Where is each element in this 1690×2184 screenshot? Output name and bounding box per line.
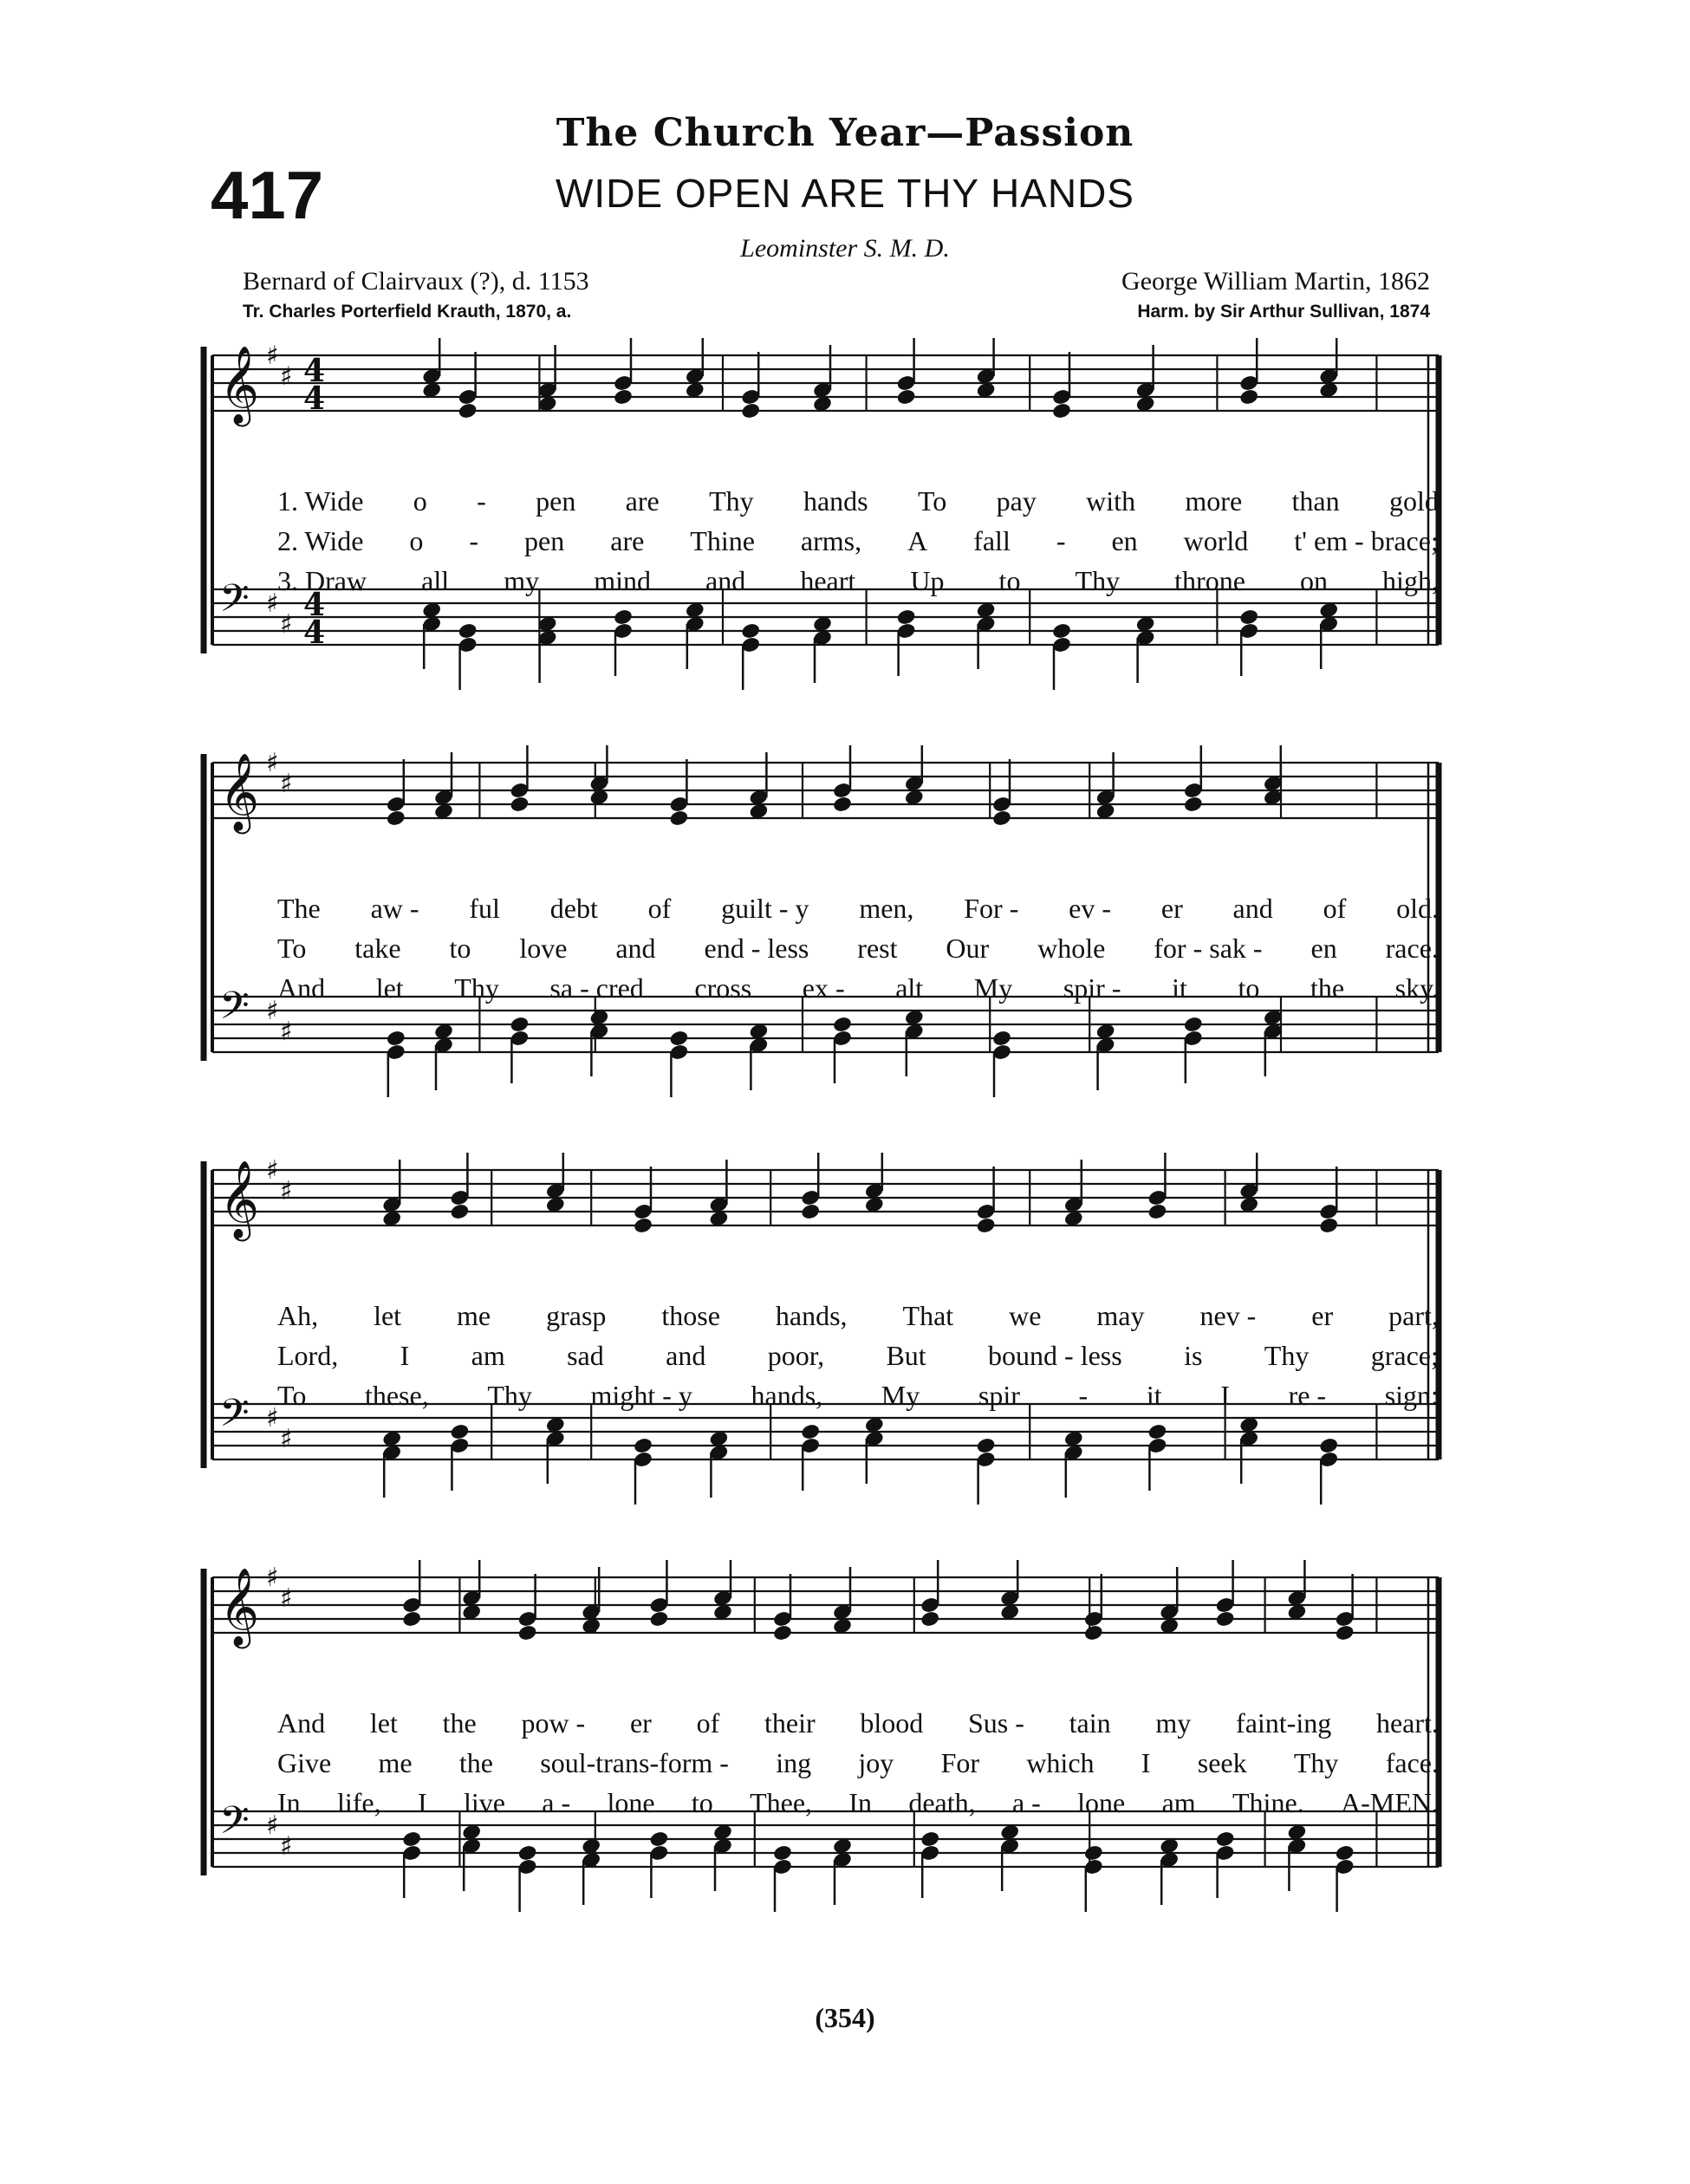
lyric-line-verse-1: [277, 485, 1439, 520]
lyric-syllable: gold: [1388, 485, 1439, 517]
lyric-syllable: sign:: [1384, 1380, 1439, 1411]
note-head: [740, 622, 761, 640]
lyric-syllable: we: [1009, 1300, 1042, 1331]
lyric-syllable: -: [469, 525, 479, 556]
lyric-line-verse-3: [277, 1380, 1439, 1414]
lyric-syllable: faint-ing: [1236, 1707, 1332, 1739]
music-system-2: [0, 745, 1690, 1109]
note-head: [920, 1610, 940, 1628]
lyric-syllable: pay: [996, 485, 1037, 517]
note-head: [976, 1217, 997, 1235]
lyric-syllable: Give: [277, 1747, 332, 1778]
lyric-syllable: er: [1311, 1300, 1334, 1331]
note-head: [1215, 1610, 1236, 1628]
note-head: [800, 1423, 821, 1441]
note-head: [1051, 622, 1072, 640]
note-head: [1051, 402, 1072, 420]
note-head: [633, 1217, 653, 1235]
lyric-syllable: world: [1183, 525, 1249, 556]
lyric-syllable: In: [277, 1787, 301, 1818]
music-system-1: [0, 338, 1690, 702]
note-head: [648, 1610, 669, 1628]
lyric-syllable: to: [998, 565, 1021, 596]
lyric-syllable: hands,: [775, 1300, 848, 1331]
page-number: (354): [815, 2002, 875, 2033]
lyric-syllable: guilt - y: [721, 893, 809, 924]
lyric-syllable: life,: [336, 1787, 381, 1818]
note-head: [648, 1830, 669, 1849]
lyric-syllable: and: [705, 565, 746, 596]
bass-clef-icon: 𝄢: [219, 1797, 250, 1852]
lyric-syllable: high,: [1382, 565, 1439, 596]
lyric-line-verse-2: [277, 525, 1439, 560]
lyric-line-verse-2: [277, 1340, 1439, 1375]
lyric-syllable: Thine.: [1232, 1787, 1304, 1818]
note-head: [1147, 1203, 1167, 1221]
lyric-syllable: and: [1232, 893, 1273, 924]
lyric-syllable: Thine: [690, 525, 755, 556]
lyric-syllable: are: [625, 485, 660, 517]
lyric-syllable: let: [374, 1300, 402, 1331]
note-head: [991, 809, 1012, 828]
lyric-syllable: Up: [910, 565, 945, 596]
time-signature-bottom: 4: [303, 380, 326, 417]
lyric-syllable: -: [1078, 1380, 1089, 1411]
note-head: [772, 1844, 793, 1862]
lyric-syllable: take: [354, 933, 401, 964]
note-head: [896, 388, 917, 406]
note-head: [1318, 1437, 1339, 1455]
lyric-syllable: In: [848, 1787, 873, 1818]
note-head: [386, 809, 406, 828]
lyric-syllable: t' em - brace;: [1294, 525, 1439, 556]
treble-staff: [212, 745, 1439, 835]
lyric-syllable: o: [409, 525, 424, 556]
lyric-syllable: Thy: [1264, 1340, 1310, 1371]
note-head: [517, 1624, 538, 1642]
lyric-syllable: more: [1185, 485, 1243, 517]
lyric-syllable: ex -: [802, 972, 845, 1004]
hymn-number: 417: [211, 157, 324, 233]
lyric-syllable: My: [881, 1380, 920, 1411]
lyric-syllable: with: [1086, 485, 1136, 517]
lyric-syllable: and: [666, 1340, 706, 1371]
lyric-syllable: My: [973, 972, 1013, 1004]
treble-clef-icon: 𝄞: [219, 753, 260, 831]
lyric-syllable: the: [1310, 972, 1345, 1004]
lyric-syllable: To: [917, 485, 947, 517]
sharp-icon: ♯: [280, 1176, 293, 1206]
note-head: [613, 608, 634, 627]
time-signature-top: 4: [303, 353, 326, 389]
lyric-syllable: rest: [857, 933, 898, 964]
lyric-syllable: which: [1026, 1747, 1095, 1778]
note-head: [1318, 1217, 1339, 1235]
lyric-syllable: I: [417, 1787, 427, 1818]
note-head: [1215, 1830, 1236, 1849]
lyric-syllable: For -: [964, 893, 1019, 924]
note-head: [613, 388, 634, 406]
lyric-syllable: than: [1291, 485, 1340, 517]
lyric-syllable: Thee,: [750, 1787, 813, 1818]
lyric-syllable: ing: [776, 1747, 812, 1778]
note-head: [800, 1203, 821, 1221]
note-head: [976, 1437, 997, 1455]
lyric-syllable: are: [610, 525, 645, 556]
sharp-icon: ♯: [266, 1403, 279, 1433]
sharp-icon: ♯: [280, 1017, 293, 1047]
lyric-syllable: To: [277, 933, 307, 964]
lyric-syllable: live: [463, 1787, 505, 1818]
sharp-icon: ♯: [280, 1424, 293, 1454]
lyric-syllable: hands: [803, 485, 868, 517]
hymn-title: WIDE OPEN ARE THY HANDS: [556, 171, 1134, 216]
note-head: [633, 1437, 653, 1455]
sharp-icon: ♯: [266, 1563, 279, 1593]
lyric-syllable: lone: [1077, 1787, 1126, 1818]
lyric-syllable: for - sak -: [1154, 933, 1263, 964]
lyric-syllable: of: [696, 1707, 720, 1739]
note-head: [1147, 1423, 1167, 1441]
lyric-syllable: joy: [858, 1747, 894, 1778]
sharp-icon: ♯: [266, 341, 279, 371]
lyric-line-verse-3: [277, 565, 1439, 600]
note-head: [1083, 1844, 1104, 1862]
lyric-syllable: all: [421, 565, 450, 596]
note-head: [668, 1030, 689, 1048]
lyric-syllable: part,: [1388, 1300, 1439, 1331]
lyric-syllable: a -: [1011, 1787, 1041, 1818]
treble-clef-icon: 𝄞: [219, 1160, 260, 1238]
lyric-syllable: A: [907, 525, 928, 556]
lyric-syllable: en: [1310, 933, 1337, 964]
bass-clef-icon: 𝄢: [219, 575, 250, 630]
lyric-syllable: old.: [1396, 893, 1439, 924]
note-head: [772, 1624, 793, 1642]
lyric-syllable: death,: [908, 1787, 976, 1818]
lyric-syllable: poor,: [767, 1340, 825, 1371]
lyric-line-verse-2: [277, 1747, 1439, 1782]
note-head: [1335, 1624, 1355, 1642]
sharp-icon: ♯: [280, 609, 293, 640]
lyric-syllable: nev -: [1199, 1300, 1257, 1331]
note-head: [401, 1610, 422, 1628]
sharp-icon: ♯: [280, 361, 293, 392]
lyric-syllable: let: [375, 972, 404, 1004]
sharp-icon: ♯: [266, 1810, 279, 1841]
note-head: [449, 1203, 470, 1221]
lyric-syllable: is: [1184, 1340, 1203, 1371]
lyric-syllable: blood: [860, 1707, 924, 1739]
lyric-syllable: er: [1160, 893, 1183, 924]
lyric-syllable: lone: [607, 1787, 655, 1818]
note-head: [1183, 1016, 1204, 1034]
note-head: [740, 402, 761, 420]
lyric-syllable: spir -: [1063, 972, 1121, 1004]
lyric-syllable: Thy: [1075, 565, 1121, 596]
lyric-syllable: Thy: [487, 1380, 532, 1411]
lyric-syllable: Thy: [709, 485, 754, 517]
note-head: [1238, 388, 1259, 406]
note-head: [1183, 796, 1204, 814]
treble-staff: [212, 1560, 1439, 1649]
lyric-syllable: hands,: [751, 1380, 823, 1411]
sharp-icon: ♯: [266, 748, 279, 778]
lyric-syllable: to: [1238, 972, 1260, 1004]
lyric-syllable: seek: [1197, 1747, 1247, 1778]
lyric-syllable: I: [1141, 1747, 1151, 1778]
lyric-syllable: re -: [1288, 1380, 1327, 1411]
lyric-syllable: mind: [594, 565, 651, 596]
lyric-syllable: grasp: [546, 1300, 607, 1331]
lyric-syllable: Our: [946, 933, 990, 964]
lyric-syllable: ev -: [1069, 893, 1112, 924]
lyric-syllable: For: [940, 1747, 980, 1778]
lyric-syllable: heart.: [1375, 1707, 1439, 1739]
music-system-3: [0, 1153, 1690, 1517]
lyric-syllable: pow -: [521, 1707, 586, 1739]
lyric-syllable: pen: [536, 485, 576, 517]
treble-staff: [212, 1153, 1439, 1242]
lyric-syllable: am: [1161, 1787, 1196, 1818]
note-head: [1238, 608, 1259, 627]
lyric-syllable: tain: [1069, 1707, 1111, 1739]
lyric-syllable: en: [1111, 525, 1138, 556]
lyric-syllable: sky.: [1394, 972, 1439, 1004]
lyric-syllable: That: [902, 1300, 954, 1331]
note-head: [401, 1830, 422, 1849]
lyric-syllable: am: [471, 1340, 505, 1371]
note-head: [832, 1016, 853, 1034]
lyric-syllable: Ah,: [277, 1300, 319, 1331]
lyric-syllable: cross: [694, 972, 752, 1004]
lyric-line-verse-1: [277, 1707, 1439, 1742]
lyric-syllable: the: [442, 1707, 477, 1739]
lyric-syllable: pen: [524, 525, 565, 556]
lyricist-credit: Bernard of Clairvaux (?), d. 1153: [243, 267, 589, 296]
lyric-syllable: on: [1299, 565, 1328, 596]
lyric-syllable: my: [504, 565, 540, 596]
lyric-syllable: the: [458, 1747, 493, 1778]
lyric-syllable: 2. Wide: [277, 525, 364, 556]
treble-clef-icon: 𝄞: [219, 1568, 260, 1646]
lyric-syllable: alt: [895, 972, 924, 1004]
lyric-syllable: of: [1323, 893, 1347, 924]
lyric-syllable: o: [413, 485, 427, 517]
lyric-syllable: Sus -: [968, 1707, 1024, 1739]
time-signature-top: 4: [303, 587, 326, 623]
lyric-syllable: their: [764, 1707, 816, 1739]
sharp-icon: ♯: [266, 1155, 279, 1186]
harmonizer-credit: Harm. by Sir Arthur Sullivan, 1874: [1137, 302, 1430, 322]
note-head: [1335, 1844, 1355, 1862]
lyric-syllable: these,: [364, 1380, 429, 1411]
lyric-syllable: heart: [800, 565, 856, 596]
lyric-syllable: me: [457, 1300, 491, 1331]
lyric-syllable: 1. Wide: [277, 485, 364, 517]
lyric-syllable: To: [277, 1380, 307, 1411]
lyric-syllable: And: [277, 1707, 326, 1739]
lyric-syllable: sa - cred: [549, 972, 644, 1004]
lyric-line-verse-3: [277, 1787, 1439, 1822]
lyric-line-verse-1: [277, 1300, 1439, 1335]
lyric-syllable: may: [1096, 1300, 1145, 1331]
tune-meter-line: Leominster S. M. D.: [740, 234, 950, 263]
lyric-syllable: let: [369, 1707, 398, 1739]
lyric-syllable: -: [477, 485, 486, 517]
lyric-syllable: Thy: [1293, 1747, 1339, 1778]
lyric-syllable: race.: [1385, 933, 1439, 964]
note-head: [449, 1423, 470, 1441]
bass-clef-icon: 𝄢: [219, 1390, 250, 1445]
lyric-syllable: bound - less: [988, 1340, 1122, 1371]
lyric-syllable: er: [629, 1707, 652, 1739]
lyric-syllable: arms,: [800, 525, 862, 556]
note-head: [991, 1030, 1012, 1048]
note-head: [509, 1016, 530, 1034]
section-title: The Church Year—Passion: [556, 111, 1134, 155]
lyric-syllable: my: [1155, 1707, 1192, 1739]
treble-staff: [212, 338, 1439, 427]
lyric-syllable: to: [449, 933, 471, 964]
time-signature-bottom: 4: [303, 614, 326, 651]
composer-credit: George William Martin, 1862: [1121, 267, 1430, 296]
note-head: [509, 796, 530, 814]
note-head: [920, 1830, 940, 1849]
lyric-syllable: fall: [973, 525, 1011, 556]
lyric-syllable: soul-trans-form -: [540, 1747, 729, 1778]
music-system-4: [0, 1560, 1690, 1924]
lyric-syllable: I: [400, 1340, 410, 1371]
lyric-syllable: ful: [469, 893, 500, 924]
lyric-syllable: -: [1056, 525, 1066, 556]
lyric-syllable: spir: [978, 1380, 1020, 1411]
lyric-syllable: aw -: [370, 893, 419, 924]
lyric-syllable: Lord,: [277, 1340, 339, 1371]
lyric-syllable: 3. Draw: [277, 565, 367, 596]
lyric-syllable: But: [886, 1340, 926, 1371]
lyric-syllable: Thy: [454, 972, 499, 1004]
note-head: [517, 1844, 538, 1862]
note-head: [386, 1030, 406, 1048]
sharp-icon: ♯: [280, 769, 293, 799]
lyric-syllable: to: [691, 1787, 713, 1818]
note-head: [458, 402, 478, 420]
lyric-syllable: men,: [859, 893, 914, 924]
lyric-syllable: face.: [1385, 1747, 1439, 1778]
note-head: [832, 796, 853, 814]
lyric-syllable: a -: [542, 1787, 571, 1818]
lyric-syllable: it: [1146, 1380, 1162, 1411]
lyric-syllable: might - y: [590, 1380, 692, 1411]
lyric-syllable: I: [1220, 1380, 1230, 1411]
lyric-line-verse-1: [277, 893, 1439, 927]
lyric-syllable: grace;: [1370, 1340, 1439, 1371]
lyric-line-verse-2: [277, 933, 1439, 967]
lyric-syllable: debt: [549, 893, 598, 924]
note-head: [458, 622, 478, 640]
note-head: [896, 608, 917, 627]
lyric-syllable: love: [519, 933, 568, 964]
lyric-syllable: whole: [1037, 933, 1106, 964]
lyric-syllable: those: [661, 1300, 720, 1331]
treble-clef-icon: 𝄞: [219, 346, 260, 424]
lyric-syllable: And: [277, 972, 326, 1004]
sharp-icon: ♯: [266, 588, 279, 619]
sharp-icon: ♯: [280, 1583, 293, 1614]
lyric-syllable: A-MEN.: [1340, 1787, 1439, 1818]
lyric-syllable: me: [378, 1747, 413, 1778]
sharp-icon: ♯: [280, 1831, 293, 1862]
lyric-syllable: The: [277, 893, 321, 924]
lyric-syllable: throne: [1174, 565, 1245, 596]
lyric-syllable: and: [615, 933, 656, 964]
note-head: [1083, 1624, 1104, 1642]
lyric-syllable: of: [647, 893, 672, 924]
translator-credit: Tr. Charles Porterfield Krauth, 1870, a.: [243, 302, 572, 322]
note-head: [668, 809, 689, 828]
lyric-line-verse-3: [277, 972, 1439, 1007]
lyric-syllable: sad: [567, 1340, 604, 1371]
sharp-icon: ♯: [266, 996, 279, 1026]
lyric-syllable: end - less: [704, 933, 809, 964]
bass-clef-icon: 𝄢: [219, 983, 250, 1037]
lyric-syllable: it: [1172, 972, 1187, 1004]
